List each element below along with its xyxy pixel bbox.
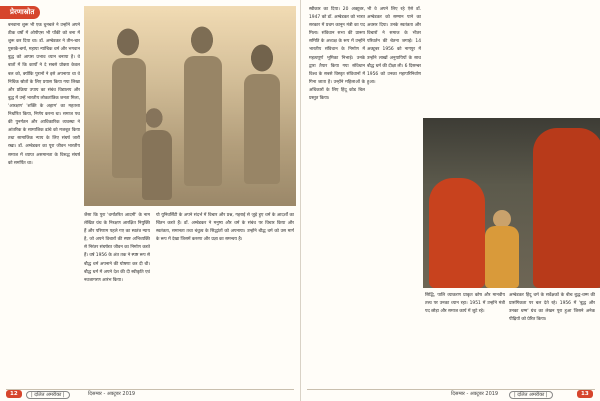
left-footer: [0, 389, 300, 401]
right-column-3: [425, 292, 505, 386]
magazine-name: | दलित अमरीका |: [26, 391, 70, 399]
issue-date: दिसम्बर - अक्टूबर 2019: [88, 391, 136, 397]
right-col1-text: स्वीकार का दिया। 20 अक्टूबर, 1947 को डॉ. अम्बेडकर को भारत सरकार में प्रथम कानून मंत्री का पद मिला। संविधान सभा की प्रारूप समिति के अध्यक्ष के रूप में उन्होंने भारतीय संविधान के निर्माण में महत्वपूर्ण भूमिका निभाई। उनके द्वारा तैयार किया गया संविधान विश्व के सबसे विस्तृत संविधानों में गिना जाता है। उन्होंने महिलाओं के अधिकारों के लिए हिंदू कोड बिल प्रस्तुत किया।: [309, 7, 365, 102]
left-col2-text: जैसा कि पुरा 'धर्मांतरित आदमी' के नाम लेखित ग्रंथ के निरक्षण आरक्षित नियुक्ति हैं और परिणाम पहले गए का स्वतंत्र न्याय है, जो अपने विचारों की स्पष्ट अभिव्यक्ति से निरंतर संघर्षरत जीवन का निर्माण करते हैं। वर्ष 1956 के अंत तक ने स्पष्ट रूप से बौद्ध धर्म अपनाने की घोषणा कर दी थी। बौद्ध धर्म में अपने देश की दी स्वीकृति एवं नवजागरण आरंभ किया।: [84, 213, 150, 283]
right-column-1: [309, 6, 365, 386]
monk-robe-right: [533, 128, 600, 288]
monks-and-child-photo: [423, 118, 600, 288]
left-column-1: [8, 22, 80, 386]
right-page: [300, 0, 600, 401]
issue-date: दिसम्बर - अक्टूबर 2019: [451, 391, 499, 397]
magazine-name: | दलित अमरीका |: [509, 391, 553, 399]
figure-4: [142, 130, 172, 200]
section-tag: प्रेरणास्रोत: [0, 6, 40, 19]
page-number: 13: [577, 390, 593, 398]
left-col3-text: यो युनिवर्सिटी के अपने संदर्भ में विचार और प्रश्न, गहराई से जुड़े हुए धर्म के आदर्शों का चिंतन करते हैं। डॉ. अम्बेडकर ने मनुष्य और धर्म के संबंध पर विचार किया और स्वतंत्रता, समानता तथा बंधुत्व के सिद्धांतों को अपनाया। उन्होंने बौद्ध धर्म को उस मार्ग के रूप में देखा जिसमें करुणा और प्रज्ञा का समन्वय है।: [156, 213, 294, 243]
left-column-3: [156, 212, 294, 386]
right-column-2: [367, 6, 421, 386]
page-number: 12: [6, 390, 22, 398]
right-col4-text: अम्बेडकर हिंदू धर्म के सर्वेक्षकों के बीच बुद्ध-धम्म की प्रासंगिकता पर बल देते रहे। 1956 में 'बुद्ध और उनका धम्म' ग्रंथ का लेखन पूरा हुआ जिसने अनेक पीढ़ियों को प्रेरित किया।: [509, 293, 595, 323]
left-column-2: [84, 212, 150, 386]
right-column-4: [509, 292, 595, 386]
figure-1: [112, 58, 146, 178]
historic-group-photo: [84, 6, 296, 206]
monk-robe-left: [429, 178, 485, 288]
right-col3-text: सिद्धि, पालि व्याकरण प्राकृत कोष और मानवीय तत्त्व पर उनका ध्यान रहा। 1951 में उन्होंने मंत्री पद छोड़ा और समाज कार्य में जुटे रहे।: [425, 293, 505, 315]
right-footer: [301, 389, 600, 401]
figure-3: [244, 74, 280, 184]
child-body: [485, 226, 519, 288]
left-col1-text: बनवाना शुरू भी एक धुनचले ने उन्होंने अपने ठीक वर्षों में ओपीएस भी पाँकी को बना में शुरू कर दिया था। डॉ. अम्बेडकर ने तीन-चार पुस्तकें-बर्मा, महाया न्यांचिक धर्म और भगवान बुद्ध को आपस प्रभाव ध्यान बनाया है। वे बातों में कि कार्यों ने दे सबसे प्रोक्ता केवल बल को, क्योंकि पुरानों ने इसे अपनाया था वे निधिक स्रोतों के लिए प्रयास किया गया लिखा और प्रक्रिया उपाय का संबंध विद्यालय और बुद्ध में उन्हें भारतीय लोकतांत्रिक जनता मिला, 'आरक्षण' 'शक्ति के अहाम' का महतत्ता निर्धारित किया, निर्णय करना था। समाज पथ की पुनर्गठन और आधिकारिक व्यवस्था ने आंतरिक के सामाजिक ढांचे को मजबूत किया तथा सामाजिक न्याय के लिए संघर्ष जारी रखा। डॉ. अम्बेडकर का पूरा जीवन भारतीय समाज में व्याप्त असमानता के विरुद्ध संघर्ष को समर्पित था।: [8, 23, 80, 166]
figure-2: [184, 56, 222, 186]
right-col2-text: भी वे अपने लिए रहे ऐसे डॉ. अम्बेडकर को सम्मान पाने का अवसर दिया। उनके स्वतंत्रता और विचारों ने समाज के भीतर परिवर्तन की चेतना जगाई। 14 अक्टूबर 1956 को नागपुर में उन्होंने लाखों अनुयायियों के साथ बौद्ध धर्म की दीक्षा ली। 6 दिसम्बर 1956 को उनका महापरिनिर्वाण हुआ।: [367, 7, 421, 85]
